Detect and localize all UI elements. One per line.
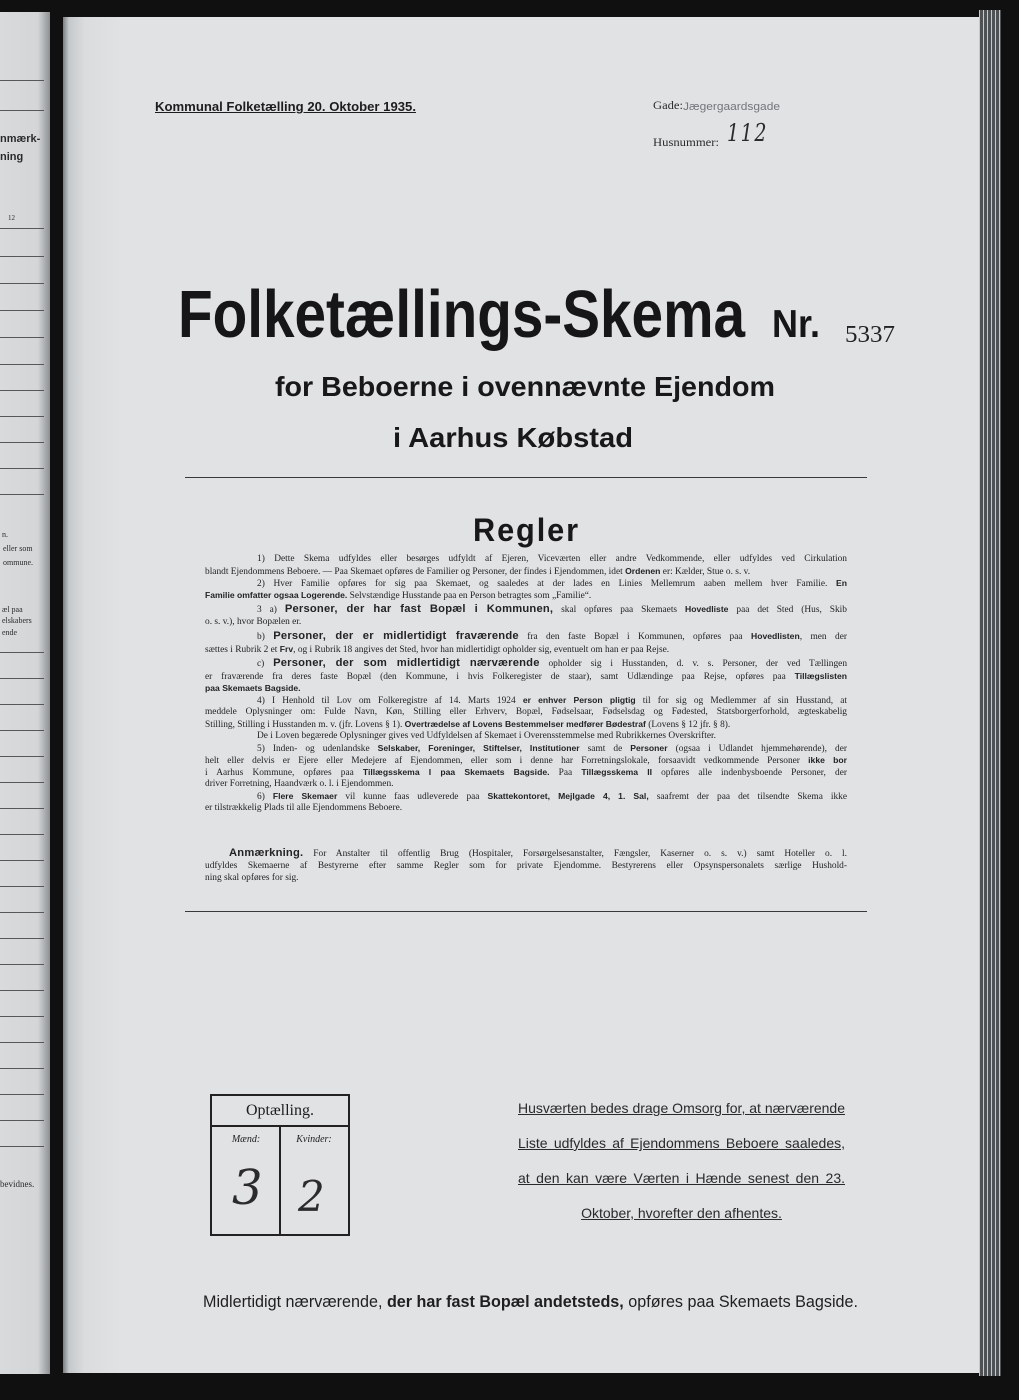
rule-text: saafremt der paa det tilsendte Skema ikke	[648, 792, 848, 802]
rule-emphasis: Hovedliste	[685, 604, 729, 614]
rule-text: er tilstrækkelig Plads til alle Ejendommens Beboere.	[205, 803, 403, 813]
rule-text: For Anstalter til offentlig Brug (Hospitaler, Forsørgelsesanstalter, Fængsler, Kaserner o. s. v.) samt Hoteller o. l.	[303, 849, 847, 859]
rule-emphasis: er enhver Person pligtig	[522, 695, 636, 705]
left-page-rule	[0, 416, 44, 417]
rule-line	[205, 589, 847, 601]
rule-emphasis: Skattekontoret, Mejlgade 4, 1. Sal,	[487, 791, 649, 801]
form-number	[845, 323, 895, 347]
rule-text: b)	[257, 632, 274, 642]
rule-line	[205, 682, 847, 694]
rule-line	[257, 742, 847, 754]
left-page-rule	[0, 756, 44, 757]
left-page-rule	[0, 1068, 44, 1069]
rule-text: udfyldes Skemaerne af Bestyrerne efter samme Regler som for private Ejendomme. Bestyrerens eller Opsynspersonalets særlige Hushold-	[205, 861, 847, 871]
left-page-fragment: ning	[0, 151, 24, 163]
rule-text: De i Loven begærede Oplysninger gives ved Udfyldelsen af Skemaet i Overensstemmelse med Rubrikkernes Overskrifter.	[257, 731, 716, 741]
rule-line	[257, 694, 847, 706]
subtitle-line-2-text: i Aarhus Købstad	[393, 422, 633, 453]
rule-text: 2) Hver Familie opføres for sig paa Skemaet, og saaledes at der lades en Linies Mellemrum aaben mellem hver Familie.	[257, 579, 837, 589]
rule-line	[205, 802, 847, 814]
left-page-rule	[0, 730, 44, 731]
form-number-label-text: Nr.	[772, 303, 820, 346]
footer-note	[203, 1293, 858, 1315]
rule-line	[257, 553, 847, 565]
rule-text: samt de	[579, 744, 631, 754]
left-page-rule	[0, 80, 44, 81]
rule-text: 5) Inden- og udenlandske	[257, 744, 378, 754]
left-page-fragment: bevidnes.	[0, 1179, 35, 1189]
tally-title: Optælling.	[245, 1102, 314, 1119]
rule-text: sættes i Rubrik 2 et	[205, 645, 280, 655]
rule-emphasis: Tillægslisten	[794, 671, 847, 681]
rule-line-text	[205, 778, 394, 790]
left-page-rule	[0, 964, 44, 965]
left-page-rule	[0, 782, 44, 783]
rule-line-text	[229, 847, 847, 861]
rule-text: opføres alle indenbysboende Personer, der	[651, 768, 847, 778]
rule-line-text	[257, 553, 847, 565]
rule-text: Paa	[549, 768, 582, 778]
men-label: Mænd:	[231, 1134, 261, 1145]
rule-text: i Aarhus Kommune, opføres paa	[205, 768, 363, 778]
rule-line	[257, 657, 847, 670]
rule-text: meddele Oplysninger om: Fulde Navn, Køn, Stilling eller Erhverv, Bopæl, Fødselsaar, Fødselsdag og Fødested, Statsborgerforhold, ægteskabelig	[205, 707, 847, 717]
men-count: 3	[232, 1160, 263, 1216]
rule-line	[205, 872, 847, 884]
left-page-rule	[0, 494, 44, 495]
rule-emphasis: Personer, der er midlertidigt fraværende	[273, 630, 519, 642]
left-page-rule	[0, 310, 44, 311]
rule-line-text	[205, 589, 591, 602]
rule-line-text	[205, 872, 298, 884]
form-number-value: 5337	[845, 322, 895, 348]
women-count: 2	[298, 1172, 325, 1221]
rules-heading-text: Regler	[473, 512, 580, 548]
rule-text: opholder sig i Husstanden, d. v. s. Personer, der ved Tællingen	[539, 659, 848, 669]
rule-emphasis: Personer, der har fast Bopæl i Kommunen,	[284, 603, 554, 615]
rule-emphasis: Anmærkning.	[229, 847, 304, 859]
rule-line	[205, 706, 847, 718]
rule-text: , og i Rubrik 18 angives det Sted, hvor han midlertidigt opholder sig, eventuelt om han er paa Rejse.	[293, 645, 670, 655]
rule-text: er: Kælder, Stue o. s. v.	[660, 567, 751, 577]
left-page-rule	[0, 1094, 44, 1095]
rule-line	[205, 860, 847, 872]
left-page-rule	[0, 1016, 44, 1017]
rule-line	[205, 718, 847, 730]
rule-text: 1) Dette Skema udfyldes eller besørges udfyldt af Ejeren, Viceværten eller andre Vedkommende, eller udfyldes ved Cirkulation	[257, 554, 847, 564]
rule-emphasis: Personer	[630, 743, 668, 753]
rule-line-text	[205, 643, 669, 656]
street-label	[653, 96, 683, 111]
house-number-label-text: Husnummer:	[653, 135, 719, 149]
women-label: Kvinder:	[296, 1134, 332, 1145]
instruction-line-text: Liste udfyldes af Ejendommens Beboere saaledes,	[518, 1135, 845, 1151]
left-page-fragment: nmærk-	[0, 133, 41, 145]
rule-text: til for sig og Medlemmer af sin Husstand, at	[635, 696, 848, 706]
left-page-rule	[0, 912, 44, 913]
footer-part-1: Midlertidigt nærværende,	[203, 1292, 383, 1311]
rule-line	[205, 670, 847, 682]
subtitle-line-1	[275, 373, 775, 403]
street-value: Jægergaardsgade	[683, 101, 780, 113]
rule-text: ning skal opføres for sig.	[205, 873, 299, 883]
rule-line-text	[257, 657, 847, 671]
left-page-rule	[0, 886, 44, 887]
instruction-line	[518, 1203, 845, 1223]
rule-line-text	[257, 630, 847, 644]
left-page-fragment: ende	[2, 628, 18, 637]
rule-line-text	[205, 670, 847, 683]
instruction-line	[518, 1133, 845, 1153]
instruction-line	[518, 1098, 845, 1118]
page-title-text: Folketællings-Skema	[178, 277, 745, 352]
rule-line	[257, 730, 847, 742]
left-page-rule	[0, 704, 44, 705]
left-page-fragment: elskabers	[2, 616, 32, 625]
rule-line	[205, 643, 847, 655]
rule-text: o. s. v.), hvor Bopælen er.	[205, 617, 302, 627]
house-number-value: 112	[727, 119, 768, 147]
left-page-fragment: n.	[2, 530, 8, 539]
rule-emphasis: Tillægsskema I paa Skemaets Bagside.	[362, 767, 550, 777]
rule-text: skal opføres paa Skemaets	[553, 605, 685, 615]
rule-emphasis: Frv	[279, 644, 294, 654]
tally-box	[210, 1094, 350, 1236]
left-page-rule	[0, 1146, 44, 1147]
rule-emphasis: Selskaber, Foreninger, Stiftelser, Institutioner	[377, 743, 580, 753]
rule-emphasis: En	[836, 578, 847, 588]
left-page-rule	[0, 1120, 44, 1121]
house-number-label	[653, 133, 719, 148]
house-number-handwritten	[727, 121, 768, 147]
rule-text: helt eller delvis er Ejere eller Medejere af Ejendommen, eller som i denne har Forretningslokale, forsaavidt vedkommende Personer	[205, 756, 809, 766]
rule-line	[205, 616, 847, 628]
rule-emphasis: Ordenen	[625, 566, 661, 576]
page-stack-edge	[979, 10, 1001, 1376]
rule-line-text	[205, 706, 847, 718]
left-page-rule	[0, 808, 44, 809]
divider-bottom	[185, 911, 867, 912]
left-page-fragment: eller som	[3, 544, 33, 553]
left-page-rule	[0, 834, 44, 835]
street-label-text: Gade:	[653, 98, 683, 112]
left-page-rule	[0, 110, 44, 111]
left-page-rule	[0, 860, 44, 861]
instruction-line-text: Husværten bedes drage Omsorg for, at nærværende	[518, 1100, 845, 1116]
instruction-line	[518, 1168, 845, 1188]
rule-text: fra den faste Bopæl i Kommunen, opføres paa	[518, 632, 751, 642]
rule-line	[257, 603, 847, 616]
census-title	[155, 98, 416, 113]
footer-part-2: der har fast Bopæl andetsteds,	[386, 1292, 624, 1311]
left-page-fragment: æl paa	[2, 605, 23, 614]
left-page-rule	[0, 938, 44, 939]
rule-text: c)	[257, 659, 274, 669]
rule-line-text	[257, 603, 847, 617]
left-page-rule	[0, 990, 44, 991]
rule-text: driver Forretning, Haandværk o. l. i Ejendommen.	[205, 779, 394, 789]
left-page-rule	[0, 228, 44, 229]
rule-emphasis: paa Skemaets Bagside.	[205, 683, 301, 693]
rule-text: vil kunne faas udleverede paa	[337, 792, 488, 802]
rule-line-text	[205, 616, 301, 628]
left-page-rule	[0, 1042, 44, 1043]
left-page-rule	[0, 678, 44, 679]
left-page-rule	[0, 468, 44, 469]
rule-text: 4) I Henhold til Lov om Folkeregistre af 14. Marts 1924	[257, 696, 523, 706]
rule-line-text	[205, 802, 402, 814]
page-title	[178, 277, 745, 352]
street-stamp	[683, 97, 780, 112]
left-page-rule	[0, 283, 44, 284]
footer-part-3: opføres paa Skemaets Bagside.	[628, 1292, 858, 1311]
rule-text: 3 a)	[257, 605, 285, 615]
left-page-fragment: ommune.	[3, 558, 33, 567]
rule-line	[205, 565, 847, 577]
rule-line	[257, 630, 847, 643]
left-page-rule	[0, 337, 44, 338]
rule-line	[205, 778, 847, 790]
rule-line	[257, 790, 847, 802]
rule-text: blandt Ejendommens Beboere. — Paa Skemaet opføres de Familier og Personer, der findes i Ejendommen, idet	[205, 567, 626, 577]
rule-text: 6)	[257, 792, 273, 802]
rule-emphasis: Flere Skemaer	[272, 791, 338, 801]
rule-line	[205, 754, 847, 766]
left-page-rule	[0, 390, 44, 391]
previous-page-edge	[0, 12, 50, 1374]
rule-emphasis: Personer, der som midlertidigt nærværende	[273, 657, 540, 669]
left-page-rule	[0, 256, 44, 257]
rule-line	[229, 847, 847, 860]
rule-emphasis: Overtrædelse af Lovens Bestemmelser medfører Bødestraf	[404, 719, 646, 729]
divider-top	[185, 477, 867, 478]
rule-text: er fraværende fra deres faste Bopæl (den Kommune, i hvis Folkeregister de staar), samt Udlændinge paa Rejse, opføres paa	[205, 672, 795, 682]
rule-text: (Lovens § 12 jfr. § 8).	[645, 720, 731, 730]
footer-note-text	[203, 1293, 858, 1310]
census-title-text: Kommunal Folketælling 20. Oktober 1935.	[155, 100, 416, 114]
left-page-rule	[0, 442, 44, 443]
subtitle-line-1-text: for Beboerne i ovennævnte Ejendom	[275, 371, 775, 402]
rule-emphasis: Hovedlisten	[750, 631, 800, 641]
rule-text: (ogsaa i Udlandet hjemmehørende), der	[667, 744, 848, 754]
rule-text: , men der	[799, 632, 847, 642]
rule-line	[205, 766, 847, 778]
rules-heading	[473, 514, 580, 548]
instruction-line-text: Oktober, hvorefter den afhentes.	[581, 1205, 782, 1221]
rule-line	[257, 577, 847, 589]
rules-text	[205, 553, 847, 814]
form-number-label	[772, 305, 820, 345]
left-page-rule	[0, 652, 44, 653]
rule-emphasis: Tillægsskema II	[581, 767, 652, 777]
rule-emphasis: ikke bor	[808, 755, 847, 765]
instruction-line-text: at den kan være Værten i Hænde senest den 23.	[518, 1170, 845, 1186]
rule-line-text	[257, 730, 716, 742]
rule-text: Stilling, Stilling i Husstanden m. v. (jfr. Lovens § 1).	[205, 720, 405, 730]
remark-text	[205, 845, 847, 884]
left-page-rule	[0, 364, 44, 365]
left-page-fragment: 12	[8, 214, 15, 222]
rule-text: Selvstændige Husstande paa en Person betragtes som „Familie“.	[347, 591, 592, 601]
rule-text: paa det Sted (Hus, Skib	[728, 605, 847, 615]
subtitle-line-2	[393, 424, 633, 454]
rule-line-text	[205, 860, 847, 872]
rule-emphasis: Familie omfatter ogsaa Logerende.	[205, 590, 348, 600]
